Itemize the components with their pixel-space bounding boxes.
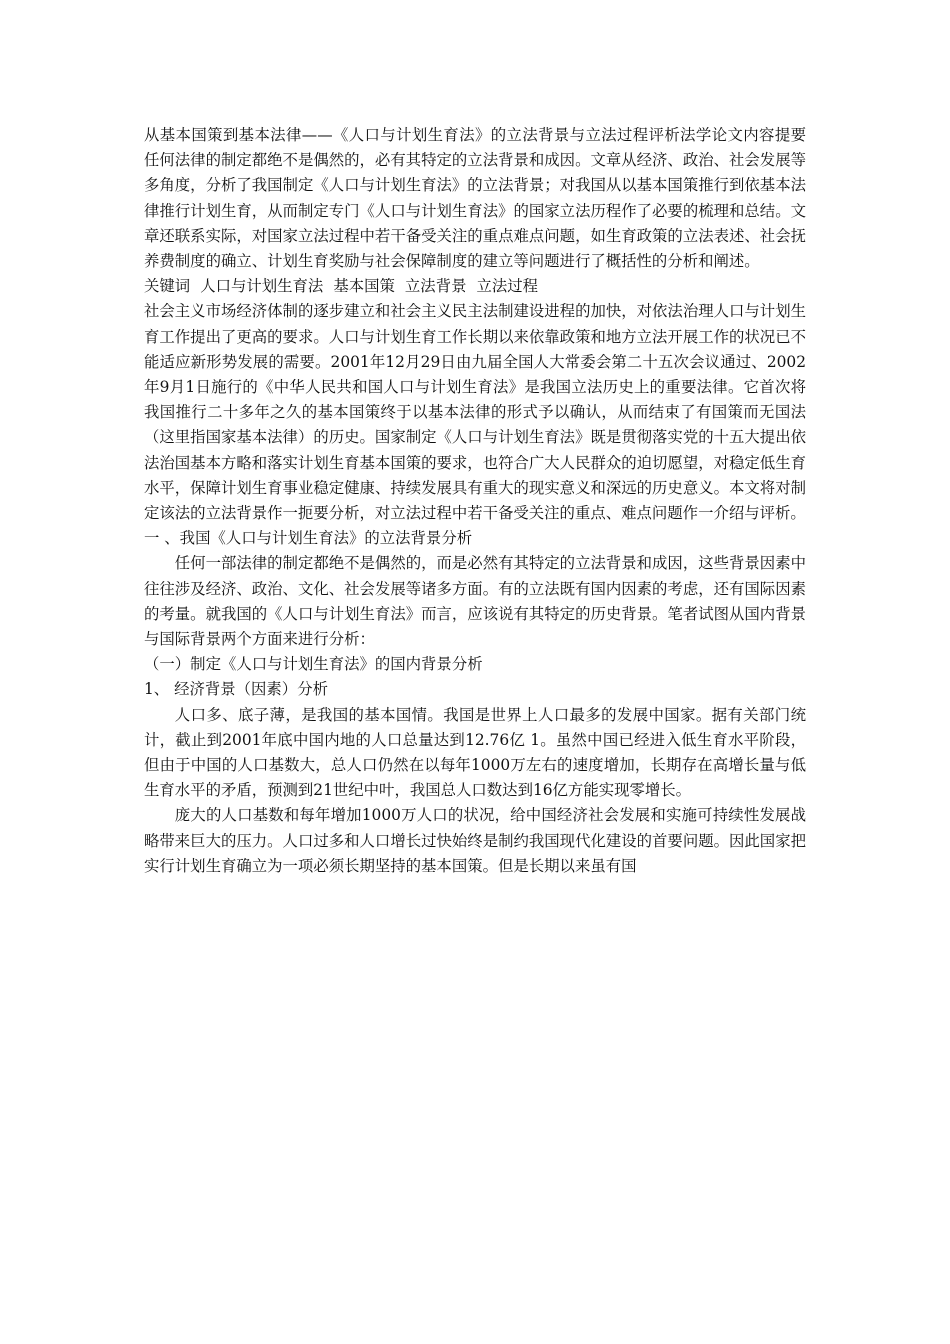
keyword-item: 基本国策 bbox=[333, 277, 395, 296]
document-page bbox=[144, 123, 806, 879]
keyword-item: 人口与计划生育法 bbox=[200, 277, 324, 296]
point-heading: 1、 经济背景（因素）分析 bbox=[144, 680, 328, 699]
keywords-line bbox=[144, 274, 806, 299]
intro-paragraph: 社会主义市场经济体制的逐步建立和社会主义民主法制建设进程的加快，对依法治理人口与计划生育工作提出了更高的要求。人口与计划生育工作长期以来依靠政策和地方立法开展工作的状况已不能适应新形势发展的需要。2001年12月29日由九届全国人大常委会第二十五次会议通过、2002年9月1日施行的《中华人民共和国人口与计划生育法》是我国立法历史上的重要法律。它首次将我国推行二十多年之久的基本国策终于以基本法律的形式予以确认，从而结束了有国策而无国法（这里指国家基本法律）的历史。国家制定《人口与计划生育法》既是贯彻落实党的十五大提出依法治国基本方略和落实计划生育基本国策的要求，也符合广大人民群众的迫切愿望，对稳定低生育水平，保障计划生育事业稳定健康、持续发展具有重大的现实意义和深远的历史意义。本文将对制定该法的立法背景作一扼要分析，对立法过程中若干备受关注的重点、难点问题作一介绍与评析。 bbox=[144, 302, 806, 523]
keywords-label: 关键词 bbox=[144, 277, 191, 296]
section-intro-paragraph: 任何一部法律的制定都绝不是偶然的，而是必然有其特定的立法背景和成因，这些背景因素中往往涉及经济、政治、文化、社会发展等诸多方面。有的立法既有国内因素的考虑，还有国际因素的考量。就我国的《人口与计划生育法》而言，应该说有其特定的历史背景。笔者试图从国内背景与国际背景两个方面来进行分析： bbox=[144, 554, 806, 649]
body-paragraph: 庞大的人口基数和每年增加1000万人口的状况，给中国经济社会发展和实施可持续性发展战略带来巨大的压力。人口过多和人口增长过快始终是制约我国现代化建设的首要问题。因此国家把实行计划生育确立为一项必须长期坚持的基本国策。但是长期以来虽有国 bbox=[144, 806, 806, 875]
section-heading: 一 、我国《人口与计划生育法》的立法背景分析 bbox=[144, 529, 473, 548]
subsection-heading: （一）制定《人口与计划生育法》的国内背景分析 bbox=[144, 655, 483, 674]
keyword-item: 立法过程 bbox=[476, 277, 539, 296]
keyword-item: 立法背景 bbox=[404, 277, 467, 296]
body-paragraph: 人口多、底子薄，是我国的基本国情。我国是世界上人口最多的发展中国家。据有关部门统计，截止到2001年底中国内地的人口总量达到12.76亿 1。虽然中国已经进入低生育水平阶段，但由于中国的人口基数大，总人口仍然在以每年1000万左右的速度增加，长期存在高增长量与低生育水平的矛盾，预测到21世纪中叶，我国总人口数达到16亿方能实现零增长。 bbox=[144, 705, 806, 800]
abstract-paragraph: 从基本国策到基本法律——《人口与计划生育法》的立法背景与立法过程评析法学论文内容提要 任何法律的制定都绝不是偶然的，必有其特定的立法背景和成因。文章从经济、政治、社会发展等多角度，分析了我国制定《人口与计划生育法》的立法背景；对我国从以基本国策推行到依基本法律推行计划生育，从而制定专门《人口与计划生育法》的国家立法历程作了必要的梳理和总结。文章还联系实际，对国家立法过程中若干备受关注的重点难点问题，如生育政策的立法表述、社会抚养费制度的确立、计划生育奖励与社会保障制度的建立等问题进行了概括性的分析和阐述。 bbox=[144, 126, 806, 271]
